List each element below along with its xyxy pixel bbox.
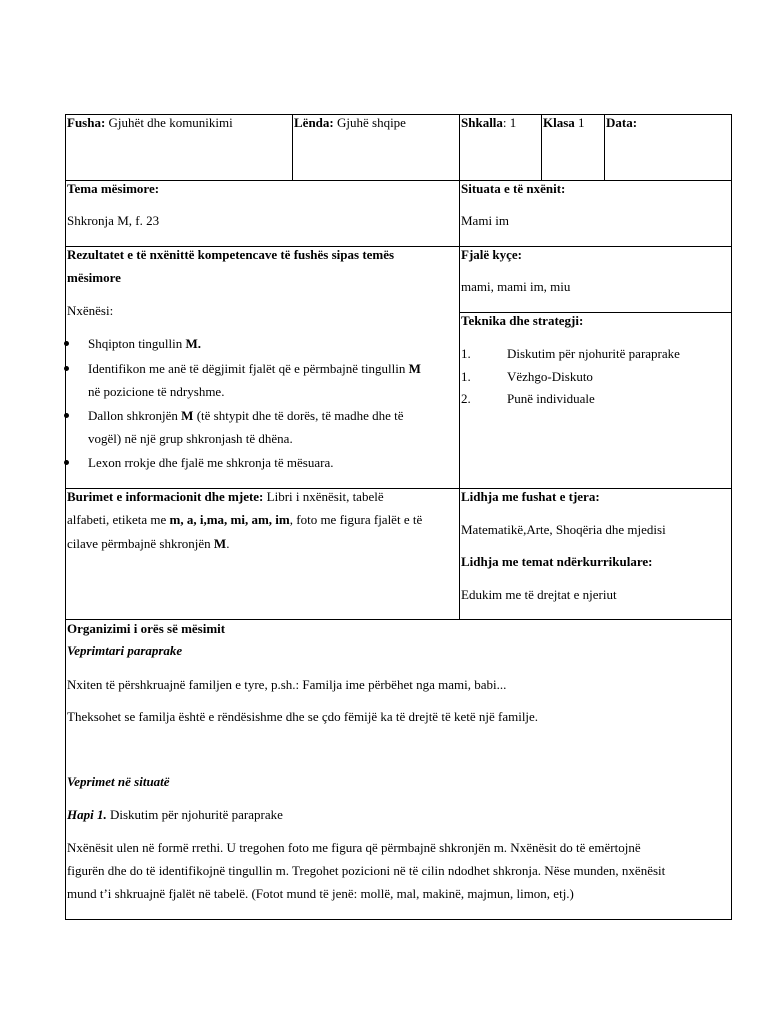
- klasa-value: 1: [574, 115, 585, 130]
- burimet-line: Burimet e informacionit dhe mjete: Libri i nxënësit, tabelë: [67, 489, 384, 504]
- lenda-label: Lënda:: [294, 115, 334, 130]
- table-border-left: [65, 114, 66, 920]
- teknika-item: Diskutim për njohuritë paraprake: [507, 346, 680, 361]
- tema-value: Shkronja M, f. 23: [67, 213, 160, 228]
- outcome-item: Shqipton tingullin M.: [88, 336, 202, 351]
- klasa-field: [543, 115, 585, 131]
- paragraph-line: Nxënësit ulen në formë rrethi. U tregohen foto me figura që përmbajnë shkronjën m. Nxënësit do të emërtojnë: [67, 840, 641, 855]
- situata-label: Situata e të nxënit:: [461, 181, 566, 196]
- burimet-label: Burimet e informacionit dhe mjete:: [67, 489, 264, 504]
- col-divider: [292, 114, 293, 180]
- rezultatet-label-cont: mësimore: [67, 270, 121, 285]
- outcome-item-cont: në pozicione të ndryshme.: [88, 384, 225, 399]
- teknika-label: Teknika dhe strategji:: [461, 313, 584, 328]
- teknika-item: Vëzhgo-Diskuto: [507, 369, 593, 384]
- col-divider: [541, 114, 542, 180]
- veprimtari-heading: Veprimtari paraprake: [67, 643, 183, 658]
- paragraph: Nxiten të përshkruajnë familjen e tyre, p.sh.: Familja ime përbëhet nga mami, babi...: [67, 677, 507, 692]
- nxenesi-intro: Nxënësi:: [67, 303, 114, 318]
- fjale-kyce-value: mami, mami im, miu: [461, 279, 571, 294]
- lidhja-label: Lidhja me fushat e tjera:: [461, 489, 600, 504]
- bullet-icon: [64, 460, 69, 465]
- shkalla-label: Shkalla: [461, 115, 503, 130]
- hapi-line: Hapi 1. Diskutim për njohuritë paraprake: [67, 807, 283, 822]
- burimet-line: alfabeti, etiketa me m, a, i,ma, mi, am, im, foto me figura fjalët e të: [67, 512, 423, 527]
- shkalla-value: : 1: [502, 115, 517, 130]
- row-divider: [65, 619, 732, 620]
- paragraph: Theksohet se familja është e rëndësishme dhe se çdo fëmijë ka të drejtë të ketë një familje.: [67, 709, 539, 724]
- organizimi-label: Organizimi i orës së mësimit: [67, 621, 226, 636]
- shkalla-field: [461, 115, 516, 131]
- teknika-num: 1.: [461, 369, 471, 384]
- bullet-icon: [64, 413, 69, 418]
- table-border-bottom: [65, 919, 732, 920]
- teknika-num: 1.: [461, 346, 471, 361]
- outcome-item-cont: vogël) në një grup shkronjash të dhëna.: [88, 431, 293, 446]
- col-divider: [459, 114, 460, 619]
- lidhja-value: Matematikë,Arte, Shoqëria dhe mjedisi: [461, 522, 666, 537]
- fjale-kyce-label: Fjalë kyçe:: [461, 247, 523, 262]
- burimet-line: cilave përmbajnë shkronjën M.: [67, 536, 230, 551]
- lidhja-ndk-value: Edukim me të drejtat e njeriut: [461, 587, 617, 602]
- table-border-right: [731, 114, 732, 920]
- outcome-item: Lexon rrokje dhe fjalë me shkronja të mësuara.: [88, 455, 334, 470]
- paragraph-line: figurën dhe do të identifikojnë tingullin m. Tregohet pozicioni në të cilin ndodhet shkronja. Nëse munden, nxënësit: [67, 863, 666, 878]
- data-label: Data:: [606, 115, 638, 130]
- lidhja-ndk-label: Lidhja me temat ndërkurrikulare:: [461, 554, 653, 569]
- situata-value: Mami im: [461, 213, 510, 228]
- data-field: [606, 115, 637, 131]
- bullet-icon: [64, 341, 69, 346]
- tema-label: Tema mësimore:: [67, 181, 160, 196]
- col-divider: [604, 114, 605, 180]
- outcome-item: Identifikon me anë të dëgjimit fjalët që e përmbajnë tingullin M: [88, 361, 421, 376]
- row-divider: [65, 180, 732, 181]
- bullet-icon: [64, 366, 69, 371]
- teknika-num: 2.: [461, 391, 471, 406]
- fusha-field: [67, 115, 233, 131]
- teknika-item: Punë individuale: [507, 391, 595, 406]
- fusha-value: Gjuhët dhe komunikimi: [105, 115, 233, 130]
- lenda-value: Gjuhë shqipe: [333, 115, 406, 130]
- hapi-label: Hapi 1.: [67, 807, 107, 822]
- klasa-label: Klasa: [543, 115, 575, 130]
- outcome-item: Dallon shkronjën M (të shtypit dhe të dorës, të madhe dhe të: [88, 408, 404, 423]
- rezultatet-label: Rezultatet e të nxënittë kompetencave të fushës sipas temës: [67, 247, 395, 262]
- veprimet-heading: Veprimet në situatë: [67, 774, 170, 789]
- lenda-field: [294, 115, 406, 131]
- fusha-label: Fusha:: [67, 115, 106, 130]
- paragraph-line: mund t’i shkruajnë fjalët në tabelë. (Fotot mund të jenë: mollë, mal, makinë, majmun, limon, etj.): [67, 886, 574, 901]
